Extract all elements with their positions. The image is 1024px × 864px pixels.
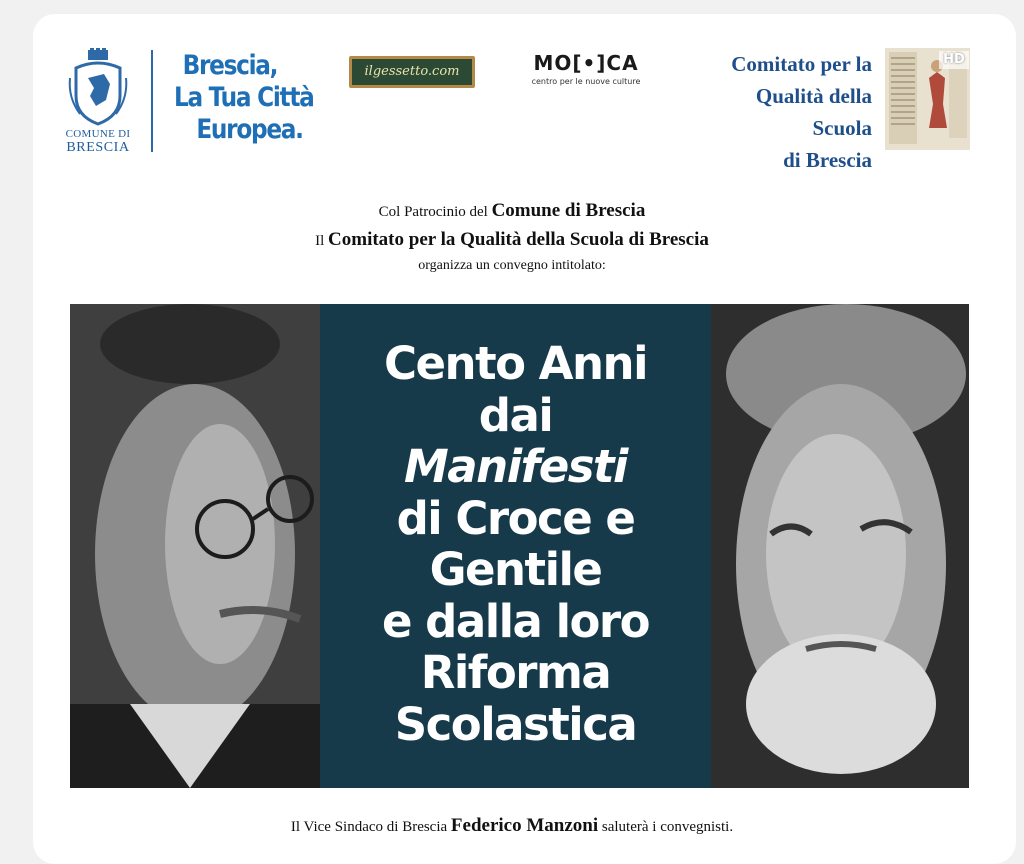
brescia-europea-logo [174,50,314,146]
portrait-right-photo [711,304,969,788]
brescia-europea-line3: Europea. [196,114,303,145]
brescia-europea-line2: La Tua Città [174,82,314,113]
intro-line-3: organizza un convegno intitolato: [418,258,606,273]
title-line-4: di Croce e [396,491,635,545]
footer-name: Federico Manzoni [450,815,599,836]
footer-post: saluterà i convegnisti. [598,819,734,835]
comitato-line3: Scuola [812,116,872,140]
intro-line-2-pre: Il [315,233,329,249]
footer-pre: Il Vice Sindaco di Brescia [290,819,451,835]
footer-line [0,815,1024,838]
title-line-5: Gentile [429,543,602,596]
title-line-3: Manifesti [404,440,627,493]
comitato-line2: Qualità della [755,84,872,108]
title-line-1: Cento Anni [384,337,647,390]
title-line-8: Scolastica [394,697,637,751]
title-line-7: Riforma [420,646,611,699]
hd-badge: HD [939,51,969,69]
intro-line-2-bold: Comitato per la Qualità della Scuola di Brescia [328,229,709,250]
intro-line-1-bold: Comune di Brescia [491,200,646,221]
title-line-6: e dalla loro [381,594,650,648]
moca-tagline: centro per le nuove culture [531,77,641,86]
comune-label-line2: BRESCIA [66,140,130,155]
comitato-logo-text [731,48,872,176]
gessetto-logo: ilgessetto.com [349,56,475,88]
event-title [320,338,711,750]
brescia-europea-line1: Brescia, [182,50,278,81]
intro-line-1 [0,200,1024,223]
intro-line-2 [0,228,1024,253]
title-line-2: dai [478,388,553,442]
portrait-left-photo [70,304,320,788]
intro-line-1-pre: Col Patrocinio del [378,204,492,220]
moca-logo [528,50,644,88]
comune-label-line1: COMUNE DI [65,128,131,140]
comune-label [60,127,136,155]
event-banner [70,304,969,788]
comitato-line4: di Brescia [783,148,872,172]
logo-divider [151,50,153,152]
moca-name: MO[•]CA [533,51,639,75]
city-crest-icon [66,48,130,128]
comitato-line1: Comitato per la [731,52,872,76]
